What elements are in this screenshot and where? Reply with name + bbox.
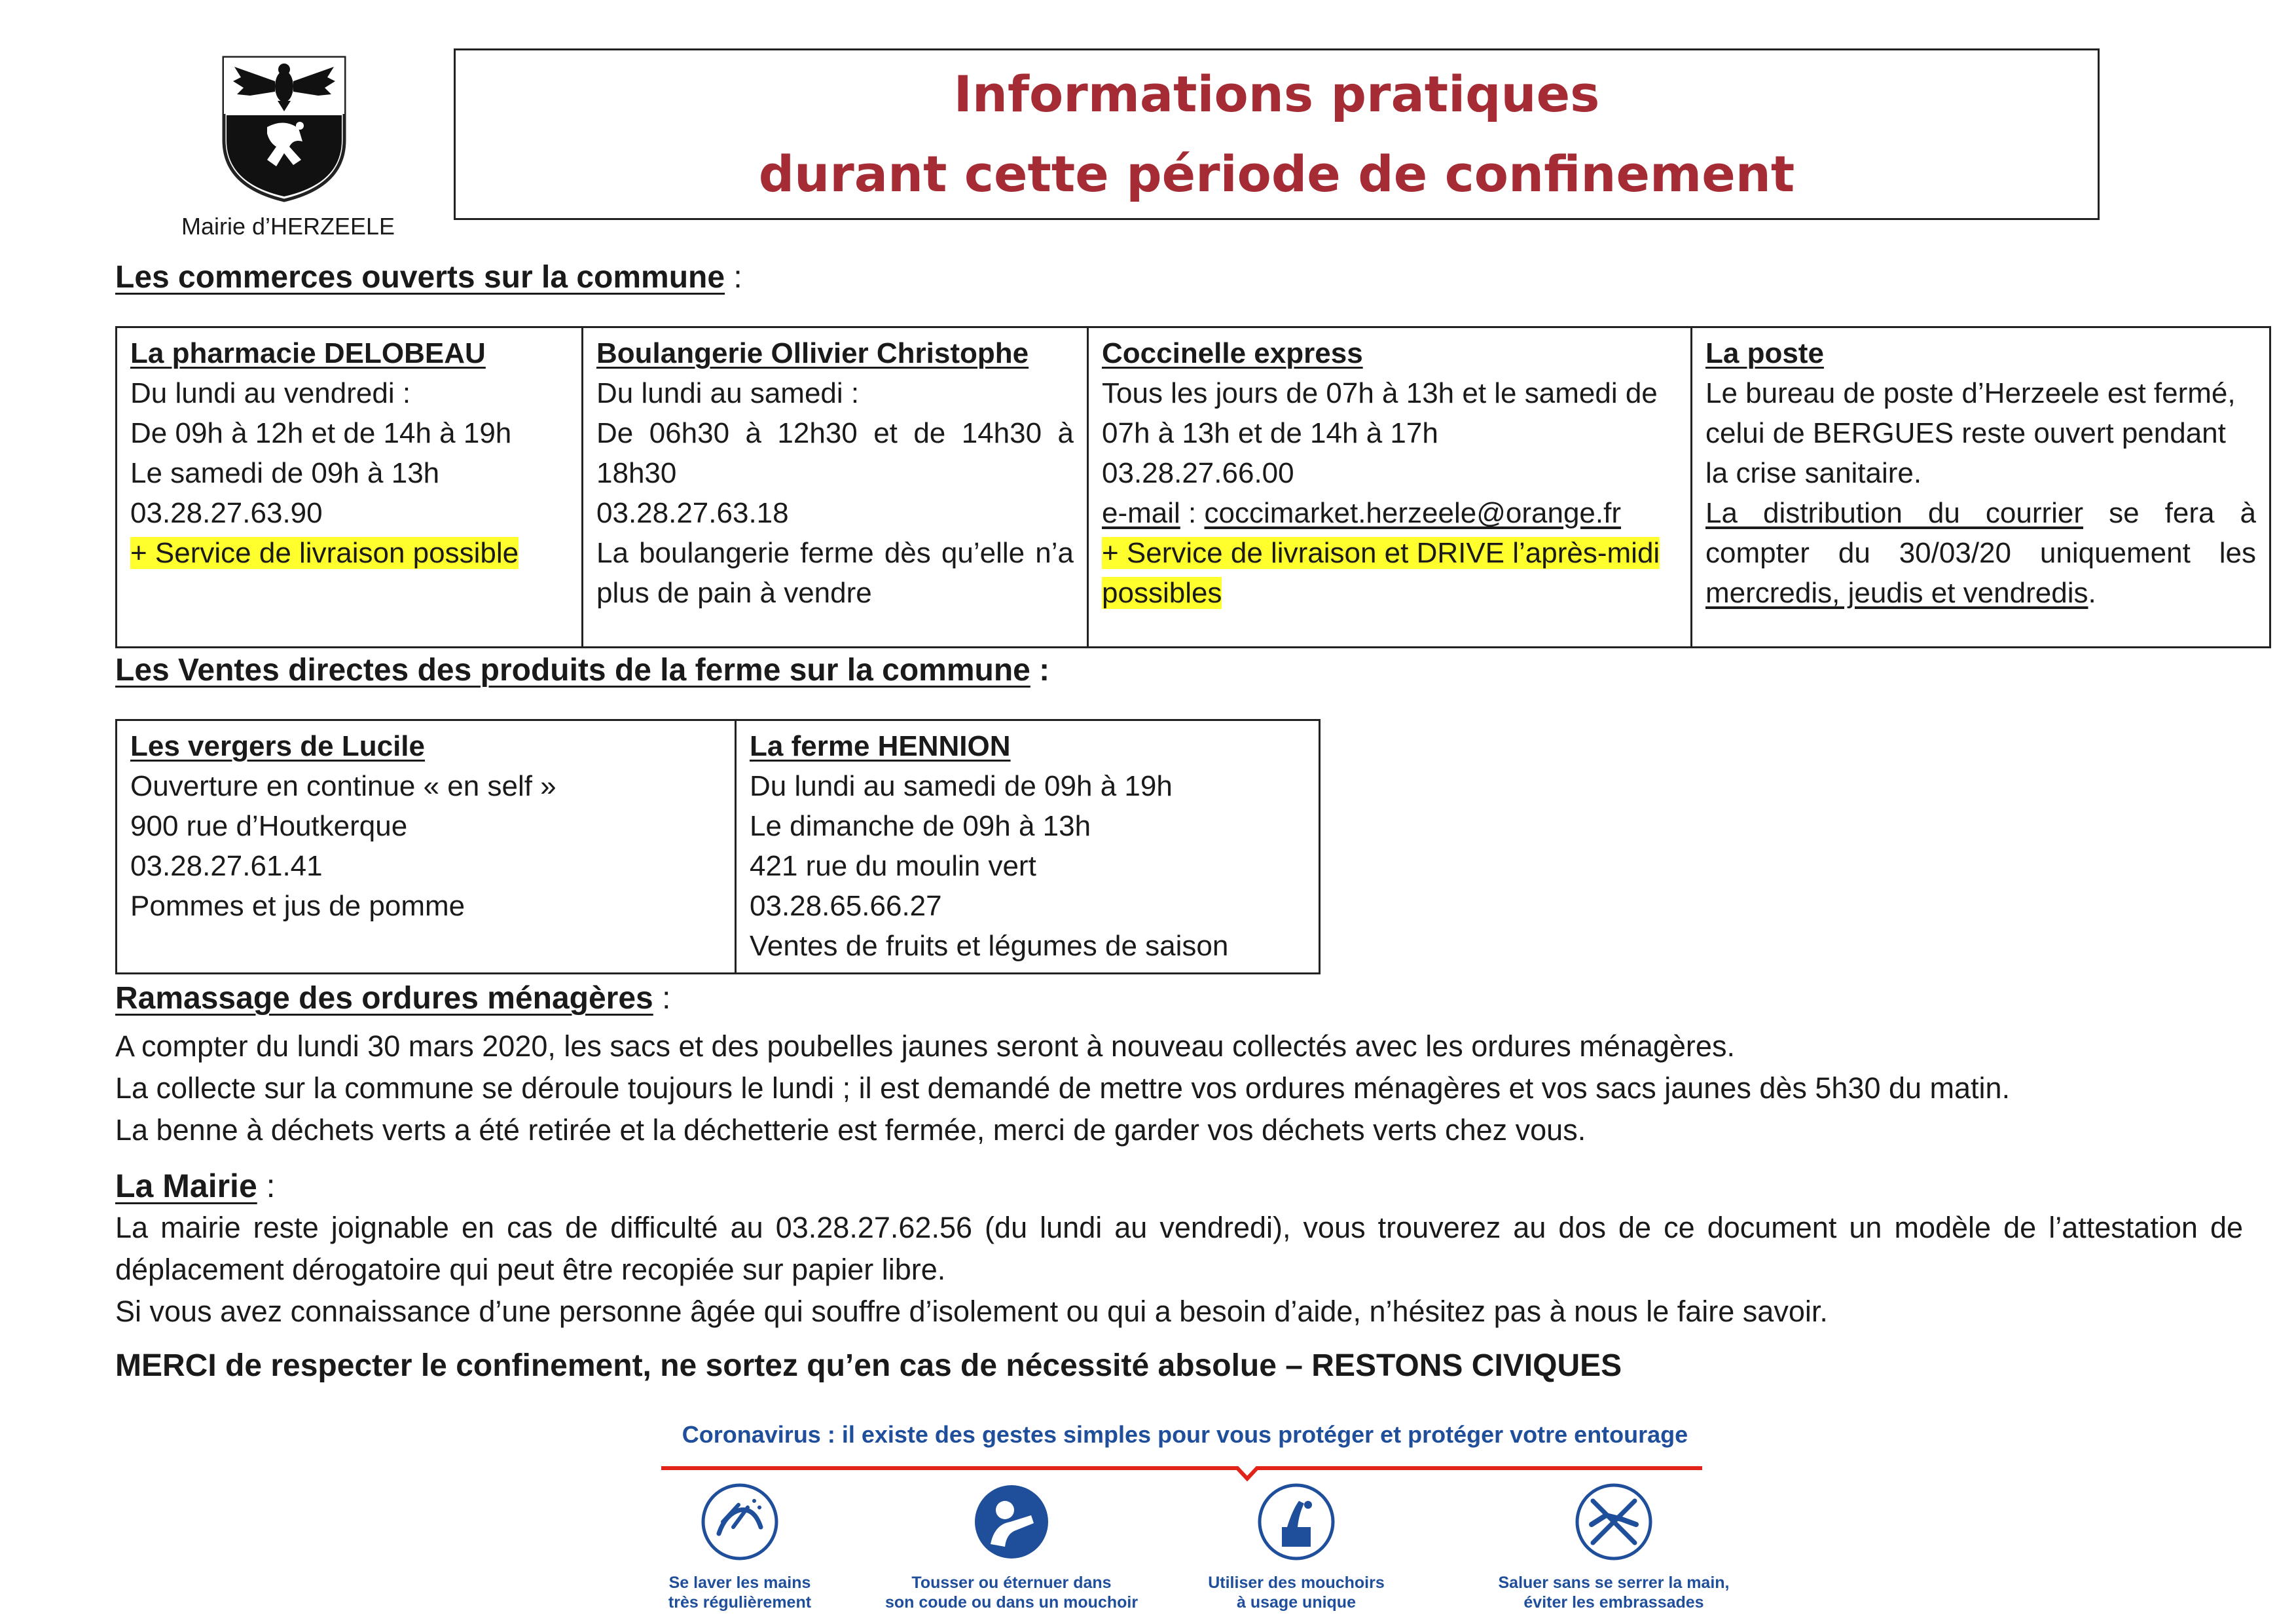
gesture-caption-line: très régulièrement [668, 1593, 812, 1612]
ordures-line: La benne à déchets verts a été retirée et la déchetterie est fermée, merci de garder vos déchets verts chez vous. [115, 1113, 1586, 1147]
hennion-line: Du lundi au samedi de 09h à 19h [750, 770, 1173, 802]
boulangerie-line: Du lundi au samedi : [596, 377, 860, 409]
gesture-caption-line: Tousser ou éternuer dans [911, 1574, 1112, 1592]
coccinelle-phone: 03.28.27.66.00 [1102, 457, 1294, 489]
mairie-heading: La Mairie : [115, 1168, 276, 1204]
vergers-title: Les vergers de Lucile [130, 730, 425, 762]
coccinelle-delivery-highlight: + Service de livraison et DRIVE l’après-midi possibles [1102, 537, 1660, 609]
pharmacie-line: Du lundi au vendredi : [130, 377, 411, 409]
gesture-cough-elbow [874, 1481, 1149, 1612]
commerces-table [115, 326, 2271, 648]
coccinelle-title: Coccinelle express [1102, 337, 1363, 369]
gesture-caption-line: à usage unique [1237, 1593, 1356, 1612]
gesture-caption-line: éviter les embrassades [1523, 1593, 1704, 1612]
vergers-line: Pommes et jus de pomme [130, 890, 465, 922]
hand-washing-icon [699, 1481, 780, 1562]
title-line-2: durant cette période de confinement [758, 145, 1795, 203]
coccinelle-line: Tous les jours de 07h à 13h et le samedi de 07h à 13h et de 14h à 17h [1102, 377, 1658, 449]
vergers-phone: 03.28.27.61.41 [130, 850, 323, 882]
boulangerie-phone: 03.28.27.63.18 [596, 497, 789, 529]
boulangerie-cell [583, 327, 1088, 648]
boulangerie-line: La boulangerie ferme dès qu’elle n’a plus de pain à vendre [596, 537, 1074, 609]
mairie-paragraph: Si vous avez connaissance d’une personne âgée qui souffre d’isolement ou qui a besoin d’aide, n’hésitez pas à nous le faire savoir. [115, 1295, 1828, 1328]
pharmacie-line: Le samedi de 09h à 13h [130, 457, 440, 489]
ventes-table [115, 719, 1321, 974]
pharmacie-phone: 03.28.27.63.90 [130, 497, 323, 529]
email-link[interactable]: coccimarket.herzeele@orange.fr [1204, 497, 1621, 529]
mairie-label: Mairie d’HERZEELE [181, 213, 395, 240]
coccinelle-cell [1088, 327, 1692, 648]
gesture-no-handshake [1463, 1481, 1764, 1612]
pharmacie-title: La pharmacie DELOBEAU [130, 337, 486, 369]
hennion-cell [736, 720, 1320, 974]
hennion-line: Ventes de fruits et légumes de saison [750, 930, 1229, 962]
banner-title: Coronavirus : il existe des gestes simples pour vous protéger et protéger votre entourage [682, 1421, 1688, 1448]
pharmacie-line: De 09h à 12h et de 14h à 19h [130, 417, 512, 449]
boulangerie-line: De 06h30 à 12h30 et de 14h30 à 18h30 [596, 417, 1074, 489]
poste-text: Le bureau de poste d’Herzeele est fermé, celui de BERGUES reste ouvert pendant la crise sanitaire. [1705, 377, 2236, 489]
vergers-cell [117, 720, 736, 974]
gesture-caption-line: son coude ou dans un mouchoir [884, 1593, 1139, 1612]
pharmacie-delivery-highlight: + Service de livraison possible [130, 537, 519, 569]
final-message: MERCI de respecter le confinement, ne sortez qu’en cas de nécessité absolue – RESTONS CIVIQUES [115, 1348, 1622, 1383]
mairie-paragraph: La mairie reste joignable en cas de difficulté au 03.28.27.62.56 (du lundi au vendredi), vous trouverez au dos de ce document un modèle de l’attestation de déplacement dérogatoire qui peut être recopiée sur papier libre. [115, 1211, 2243, 1286]
cough-elbow-icon [971, 1481, 1052, 1562]
gesture-caption-line: Utiliser des mouchoirs [1208, 1574, 1385, 1592]
hennion-phone: 03.28.65.66.27 [750, 890, 942, 922]
no-handshake-icon [1573, 1481, 1654, 1562]
ordures-text [115, 1025, 2250, 1151]
gesture-hand-washing [602, 1481, 877, 1612]
coccinelle-email-row: e-mail : coccimarket.herzeele@orange.fr [1102, 497, 1621, 529]
title-box [454, 48, 2100, 220]
hennion-title: La ferme HENNION [750, 730, 1011, 762]
tissue-icon [1256, 1481, 1337, 1562]
hennion-line: Le dimanche de 09h à 13h [750, 810, 1091, 842]
ventes-heading: Les Ventes directes des produits de la ferme sur la commune : [115, 653, 1050, 688]
gesture-tissue [1159, 1481, 1434, 1612]
boulangerie-title: Boulangerie Ollivier Christophe [596, 337, 1029, 369]
coat-of-arms-logo [221, 55, 347, 203]
poste-distribution: La distribution du courrier se fera à compter du 30/03/20 uniquement les mercredis, jeudis et vendredis. [1705, 497, 2257, 609]
banner-divider [661, 1466, 1702, 1481]
hennion-line: 421 rue du moulin vert [750, 850, 1036, 882]
ordures-line: La collecte sur la commune se déroule toujours le lundi ; il est demandé de mettre vos ordures ménagères et vos sacs jaunes dès 5h30 du matin. [115, 1071, 2011, 1105]
ordures-heading: Ramassage des ordures ménagères : [115, 981, 671, 1016]
ordures-line: A compter du lundi 30 mars 2020, les sacs et des poubelles jaunes seront à nouveau collectés avec les ordures ménagères. [115, 1029, 1735, 1063]
title-line-1: Informations pratiques [953, 65, 1600, 123]
pharmacie-cell [117, 327, 583, 648]
poste-cell [1692, 327, 2270, 648]
commerces-heading: Les commerces ouverts sur la commune : [115, 260, 742, 295]
vergers-line: 900 rue d’Houtkerque [130, 810, 408, 842]
poste-title: La poste [1705, 337, 1824, 369]
gesture-caption-line: Se laver les mains [668, 1574, 811, 1592]
mairie-text [115, 1207, 2243, 1333]
gesture-caption-line: Saluer sans se serrer la main, [1498, 1574, 1730, 1592]
email-label: e-mail [1102, 497, 1180, 529]
vergers-line: Ouverture en continue « en self » [130, 770, 556, 802]
